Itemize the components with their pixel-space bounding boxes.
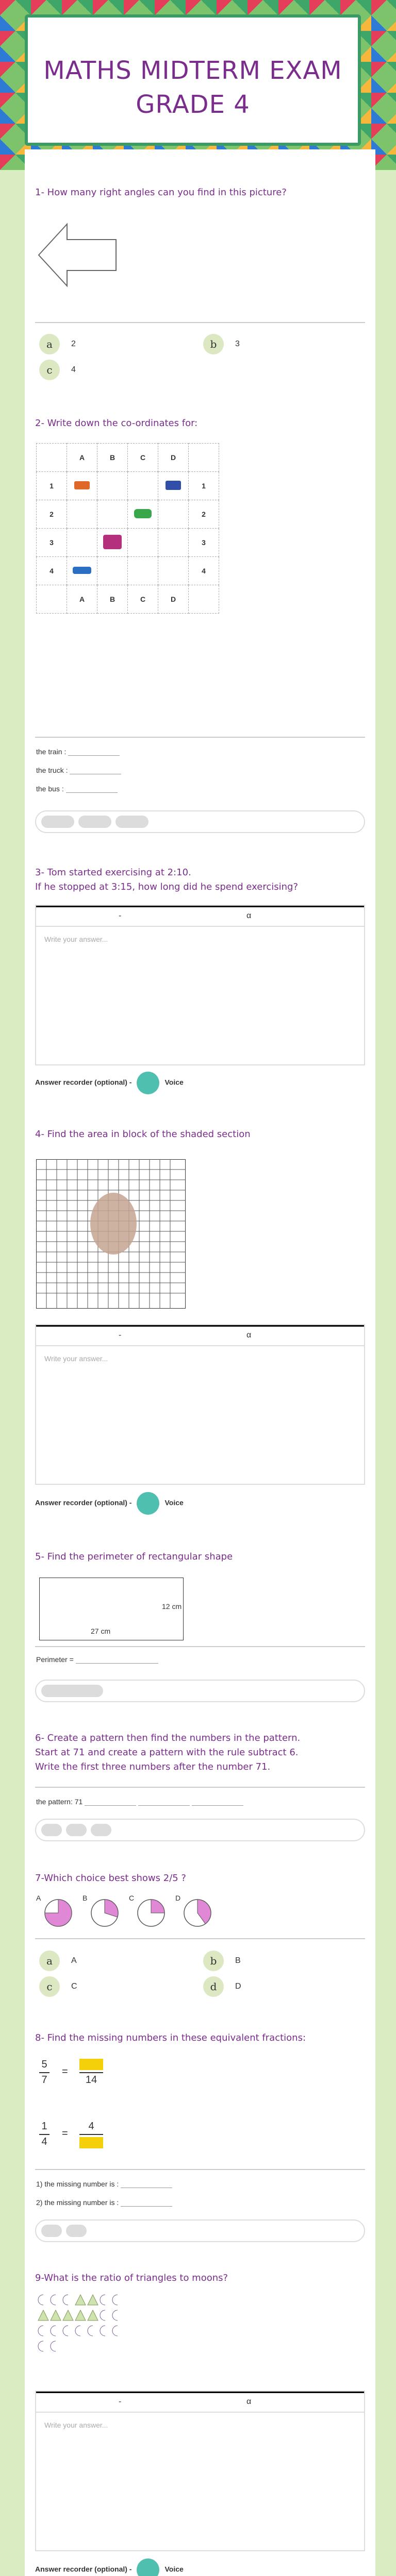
option-letter-badge: c bbox=[39, 360, 60, 380]
q8-title: 8- Find the missing numbers in these equivalent fractions: bbox=[35, 2032, 306, 2043]
toolbar-right[interactable]: α bbox=[246, 1331, 252, 1340]
q4-title: 4- Find the area in block of the shaded section bbox=[35, 1129, 251, 1140]
answer-chip[interactable] bbox=[78, 816, 111, 828]
answer-chip[interactable] bbox=[41, 2225, 62, 2237]
q7-option-a[interactable] bbox=[39, 1951, 77, 1971]
option-letter-badge: b bbox=[203, 1951, 224, 1971]
q3-title-line2: If he stopped at 3:15, how long did he spend exercising? bbox=[35, 882, 299, 892]
answer-chip[interactable] bbox=[41, 1824, 62, 1836]
recorder-label: Answer recorder (optional) - bbox=[35, 1078, 132, 1087]
train-answer-line bbox=[36, 747, 120, 756]
col-label: B bbox=[97, 585, 128, 614]
truck-icon bbox=[74, 481, 90, 489]
row-label: 1 bbox=[189, 472, 219, 500]
q9-answer-box[interactable] bbox=[35, 2391, 365, 2551]
equals-sign: = bbox=[62, 2066, 68, 2077]
perimeter-answer-line bbox=[36, 1655, 158, 1664]
perimeter-blank[interactable] bbox=[76, 1655, 158, 1664]
recorder-label: Answer recorder (optional) - bbox=[35, 1498, 132, 1507]
pie-d bbox=[183, 1898, 212, 1928]
option-value: C bbox=[71, 1982, 77, 1991]
pie-choices bbox=[36, 1894, 253, 1930]
q1-option-a[interactable] bbox=[39, 334, 76, 354]
truck-blank[interactable] bbox=[70, 766, 121, 774]
side-length-label: 12 cm bbox=[162, 1602, 182, 1611]
fraction-denominator: 14 bbox=[85, 2074, 97, 2086]
q7-option-c[interactable] bbox=[39, 1976, 77, 1997]
q9-title: 9-What is the ratio of triangles to moons? bbox=[35, 2273, 228, 2283]
bus-label: the bus : bbox=[36, 785, 64, 793]
pattern-answer-line bbox=[36, 1797, 243, 1806]
toolbar-right[interactable]: α bbox=[246, 911, 252, 920]
col-label: D bbox=[158, 444, 189, 472]
row-label: 4 bbox=[189, 557, 219, 585]
pattern-label: the pattern: 71 bbox=[36, 1798, 83, 1806]
exam-sheet bbox=[25, 149, 375, 2576]
pattern-blank-3[interactable] bbox=[192, 1797, 243, 1806]
fraction-blank-2[interactable] bbox=[121, 2198, 172, 2207]
option-value: D bbox=[235, 1982, 241, 1991]
answer-chip[interactable] bbox=[41, 816, 74, 828]
bus-answer-line bbox=[36, 784, 118, 793]
missing-denominator-box[interactable] bbox=[79, 2137, 103, 2148]
train-blank[interactable] bbox=[68, 747, 120, 756]
perimeter-label: Perimeter = bbox=[36, 1655, 74, 1664]
q7-title: 7-Which choice best shows 2/5 ? bbox=[35, 1873, 186, 1884]
pattern-blank-1[interactable] bbox=[85, 1797, 136, 1806]
toolbar-left[interactable]: - bbox=[119, 1331, 122, 1340]
answer-placeholder: Write your answer... bbox=[44, 935, 108, 943]
option-letter-badge: a bbox=[39, 1951, 60, 1971]
truck-icon bbox=[166, 481, 181, 490]
q4-recorder bbox=[35, 1492, 184, 1515]
answer-chip[interactable] bbox=[116, 816, 148, 828]
bus-blank[interactable] bbox=[66, 784, 118, 793]
answer-toolbar bbox=[36, 906, 364, 927]
answer-chip[interactable] bbox=[66, 1824, 87, 1836]
q6-title-line1: 6- Create a pattern then find the numbers in the pattern. bbox=[35, 1733, 301, 1743]
answer-chip[interactable] bbox=[91, 1824, 111, 1836]
option-value: A bbox=[71, 1956, 77, 1965]
title-card bbox=[25, 14, 361, 146]
fraction-denominator: 4 bbox=[41, 2136, 47, 2147]
train-label: the train : bbox=[36, 748, 67, 756]
option-letter-badge: a bbox=[39, 334, 60, 354]
answer-chip[interactable] bbox=[41, 1685, 103, 1697]
arrow-picture bbox=[36, 219, 124, 291]
answer-chip[interactable] bbox=[66, 2225, 87, 2237]
q1-option-b[interactable] bbox=[203, 334, 240, 354]
q9-recorder bbox=[35, 2558, 184, 2576]
row-label: 4 bbox=[37, 557, 67, 585]
equals-sign: = bbox=[62, 2128, 68, 2139]
option-value: 2 bbox=[71, 340, 76, 349]
toolbar-left[interactable]: - bbox=[119, 911, 122, 920]
voice-label: Voice bbox=[164, 1498, 184, 1507]
coordinate-grid bbox=[36, 443, 219, 614]
option-value: 3 bbox=[235, 340, 240, 349]
q1-title: 1- How many right angles can you find in this picture? bbox=[35, 187, 287, 198]
col-label: A bbox=[67, 585, 97, 614]
q7-option-b[interactable] bbox=[203, 1951, 241, 1971]
triangles-moons-picture bbox=[36, 2293, 134, 2370]
car-icon bbox=[134, 509, 152, 518]
pie-label: C bbox=[129, 1894, 135, 1902]
missing-numerator-box[interactable] bbox=[79, 2059, 103, 2070]
q2-title: 2- Write down the co-ordinates for: bbox=[35, 418, 198, 429]
option-letter-badge: b bbox=[203, 334, 224, 354]
option-letter-badge: c bbox=[39, 1976, 60, 1997]
fraction-blank-1[interactable] bbox=[121, 2179, 172, 2188]
q4-answer-box[interactable] bbox=[35, 1324, 365, 1485]
fraction-numerator: 5 bbox=[41, 2059, 47, 2070]
row-label: 3 bbox=[37, 529, 67, 557]
q1-option-c[interactable] bbox=[39, 360, 76, 380]
answer-toolbar bbox=[36, 1325, 364, 1346]
recorder-label: Answer recorder (optional) - bbox=[35, 2565, 132, 2573]
fraction-numerator: 4 bbox=[88, 2121, 94, 2132]
pie-a bbox=[43, 1898, 73, 1928]
bus-icon bbox=[103, 535, 122, 549]
truck-answer-line bbox=[36, 766, 121, 774]
fraction-denominator: 7 bbox=[41, 2074, 47, 2086]
q6-title-line3: Write the first three numbers after the number 71. bbox=[35, 1761, 271, 1772]
col-label: C bbox=[128, 444, 158, 472]
q6-title-line2: Start at 71 and create a pattern with the rule subtract 6. bbox=[35, 1747, 299, 1758]
page-title: MATHS MIDTERM EXAM GRADE 4 bbox=[43, 56, 342, 119]
q7-option-d[interactable] bbox=[203, 1976, 241, 1997]
q5-answer-chips bbox=[35, 1680, 365, 1702]
col-label: D bbox=[158, 585, 189, 614]
train-icon bbox=[73, 567, 91, 574]
voice-record-button[interactable] bbox=[137, 1072, 159, 1094]
pie-label: A bbox=[36, 1894, 41, 1902]
fraction-2 bbox=[39, 2121, 142, 2157]
col-label: A bbox=[67, 444, 97, 472]
truck-label: the truck : bbox=[36, 766, 68, 774]
q3-title-line1: 3- Tom started exercising at 2:10. bbox=[35, 867, 191, 878]
voice-label: Voice bbox=[164, 2565, 184, 2573]
fraction-answer-label: 1) the missing number is : bbox=[36, 2180, 119, 2188]
fraction-answer-2 bbox=[36, 2198, 172, 2207]
fraction-1 bbox=[39, 2059, 142, 2095]
pie-c bbox=[136, 1898, 166, 1928]
pie-b bbox=[90, 1898, 120, 1928]
answer-placeholder: Write your answer... bbox=[44, 2421, 108, 2429]
pie-label: D bbox=[175, 1894, 181, 1902]
shaded-grid-picture bbox=[36, 1159, 186, 1309]
fraction-numerator: 1 bbox=[41, 2121, 47, 2132]
option-value: 4 bbox=[71, 365, 76, 375]
row-label: 2 bbox=[189, 500, 219, 529]
answer-toolbar bbox=[36, 2392, 364, 2413]
q3-recorder bbox=[35, 1072, 184, 1094]
col-label: B bbox=[97, 444, 128, 472]
q2-answer-chips bbox=[35, 810, 365, 833]
answer-placeholder: Write your answer... bbox=[44, 1354, 108, 1363]
voice-record-button[interactable] bbox=[137, 1492, 159, 1515]
voice-label: Voice bbox=[164, 1078, 184, 1087]
option-value: B bbox=[235, 1956, 241, 1965]
pie-label: B bbox=[82, 1894, 88, 1902]
row-label: 1 bbox=[37, 472, 67, 500]
col-label: C bbox=[128, 585, 158, 614]
row-label: 3 bbox=[189, 529, 219, 557]
option-letter-badge: d bbox=[203, 1976, 224, 1997]
fraction-answer-label: 2) the missing number is : bbox=[36, 2198, 119, 2207]
toolbar-left[interactable]: - bbox=[119, 2397, 122, 2406]
q3-answer-box[interactable] bbox=[35, 905, 365, 1065]
row-label: 2 bbox=[37, 500, 67, 529]
q5-title: 5- Find the perimeter of rectangular shape bbox=[35, 1551, 233, 1562]
toolbar-right[interactable]: α bbox=[246, 2397, 252, 2406]
bottom-length-label: 27 cm bbox=[91, 1627, 111, 1635]
pattern-blank-2[interactable] bbox=[138, 1797, 190, 1806]
q6-answer-chips bbox=[35, 1819, 365, 1841]
voice-record-button[interactable] bbox=[137, 2558, 159, 2576]
q8-answer-chips bbox=[35, 2219, 365, 2242]
fraction-answer-1 bbox=[36, 2179, 172, 2188]
